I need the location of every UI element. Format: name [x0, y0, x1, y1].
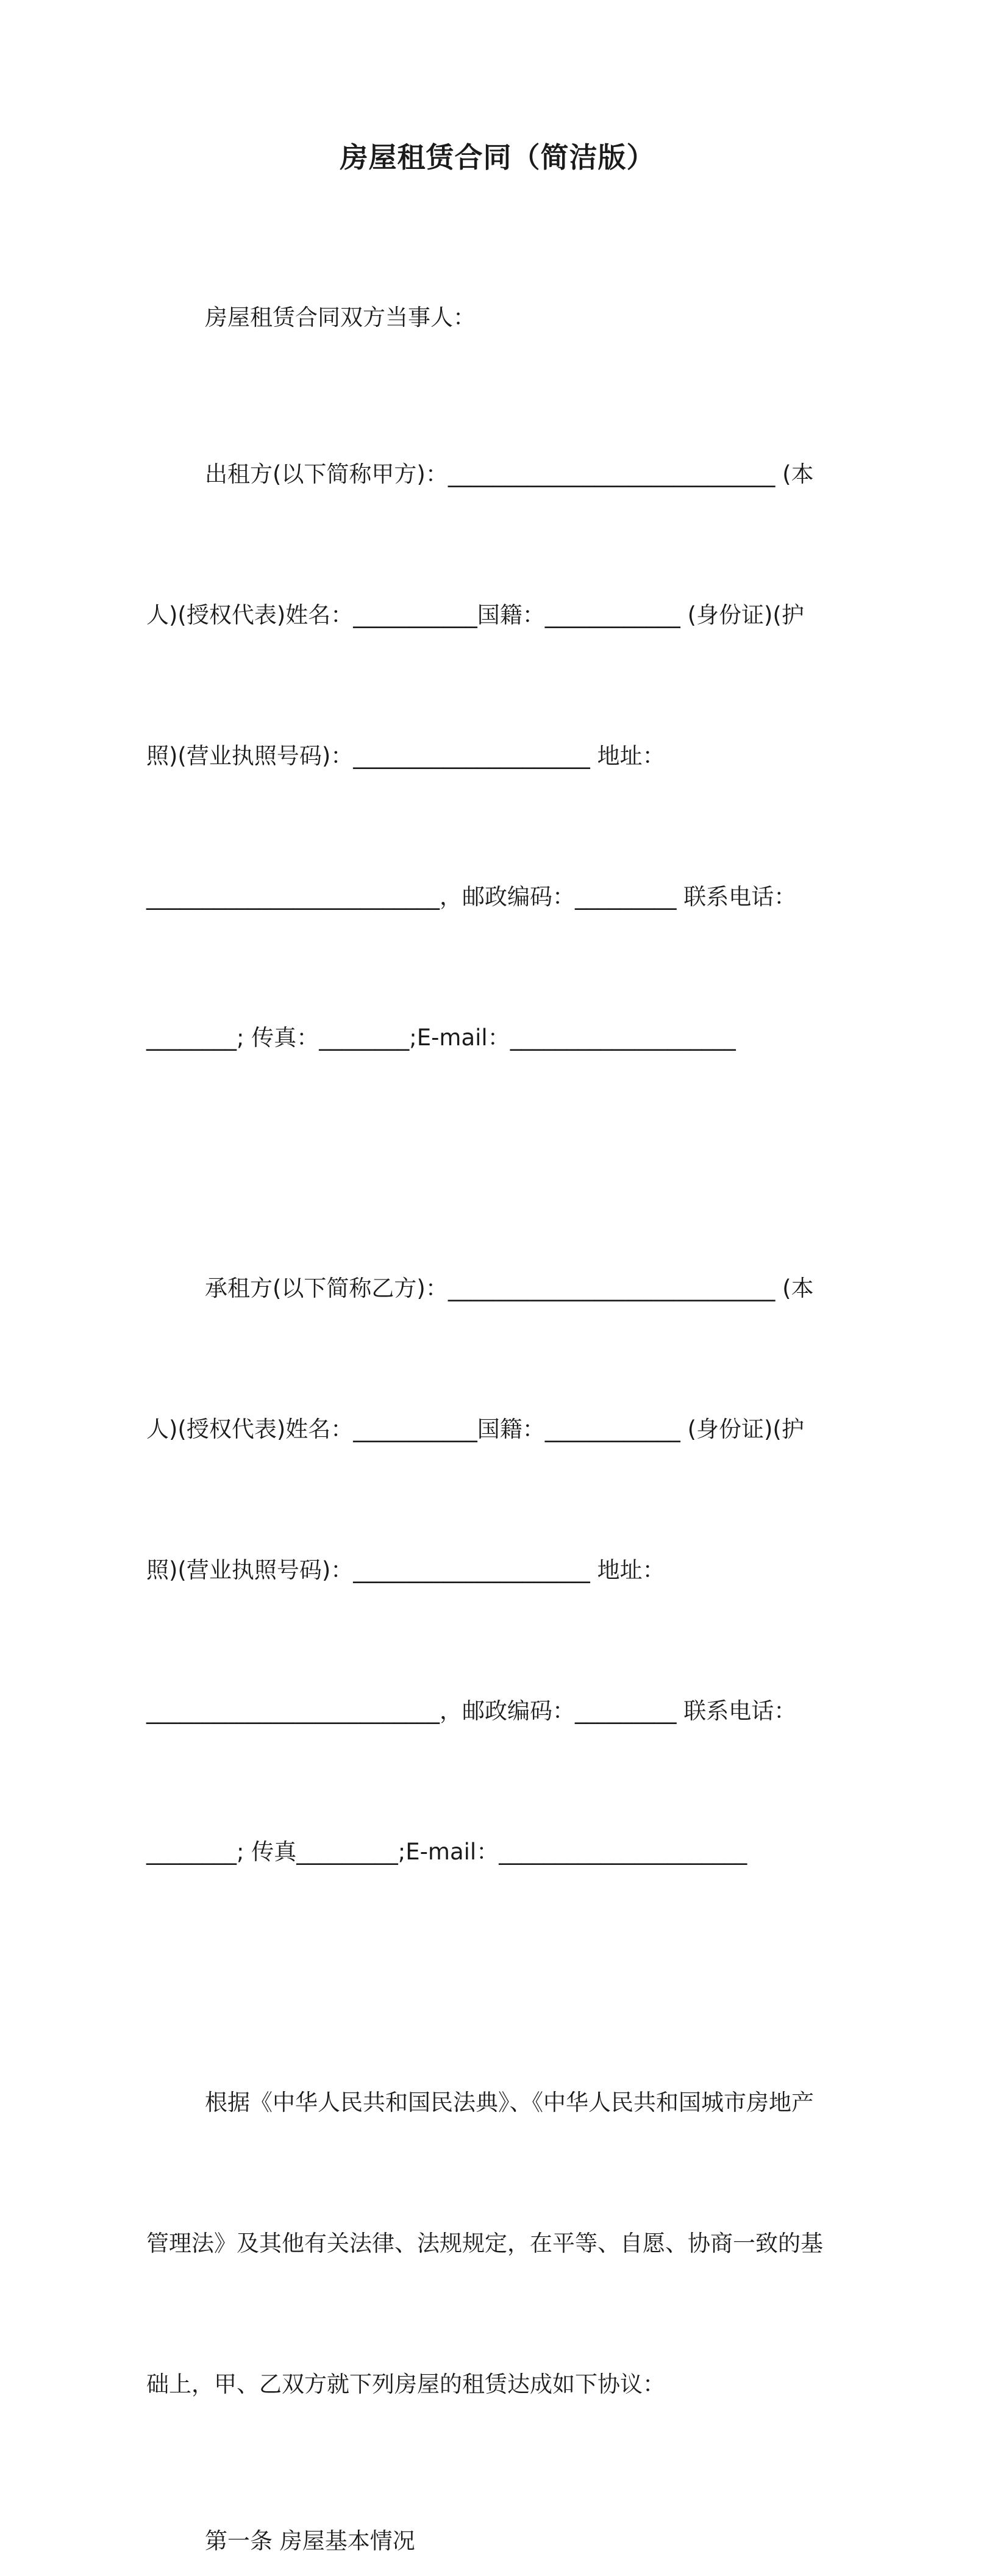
lessor-line-1: 出租方(以下简称甲方)：_____________________________ (本 — [205, 461, 814, 487]
lessee-block — [146, 1171, 847, 1969]
lessee-line-2: 人)(授权代表)姓名：___________国籍：____________ (身份证)(护 — [146, 1416, 804, 1442]
lessor-line-5: ________; 传真：________;E-mail：____________________ — [146, 1025, 736, 1051]
legal-basis-line-3: 础上，甲、乙双方就下列房屋的租赁达成如下协议： — [146, 2371, 665, 2397]
lessor-line-2: 人)(授权代表)姓名：___________国籍：____________ (身份证)(护 — [146, 602, 804, 628]
lessor-block — [146, 357, 847, 1155]
document-body — [146, 294, 847, 2576]
lessee-line-1: 承租方(以下简称乙方)：_____________________________ (本 — [205, 1275, 814, 1301]
legal-basis — [146, 1985, 847, 2502]
lessee-line-3: 照)(营业执照号码)：_____________________ 地址： — [146, 1557, 665, 1583]
legal-basis-line-1: 根据《中华人民共和国民法典》、《中华人民共和国城市房地产 — [205, 2089, 814, 2116]
lessor-line-3: 照)(营业执照号码)：_____________________ 地址： — [146, 743, 665, 769]
document-title: 房屋租赁合同（简洁版） — [340, 141, 655, 174]
legal-basis-line-2: 管理法》及其他有关法律、法规规定，在平等、自愿、协商一致的基 — [146, 2230, 823, 2256]
parties-intro: 房屋租赁合同双方当事人： — [205, 304, 476, 331]
lessee-line-4: __________________________，邮政编码：_________ 联系电话： — [146, 1698, 797, 1724]
article-1-heading: 第一条 房屋基本情况 — [205, 2528, 415, 2554]
lessee-line-5: ________; 传真_________;E-mail：______________________ — [146, 1839, 747, 1865]
lessor-line-4: __________________________，邮政编码：_________ 联系电话： — [146, 884, 797, 910]
